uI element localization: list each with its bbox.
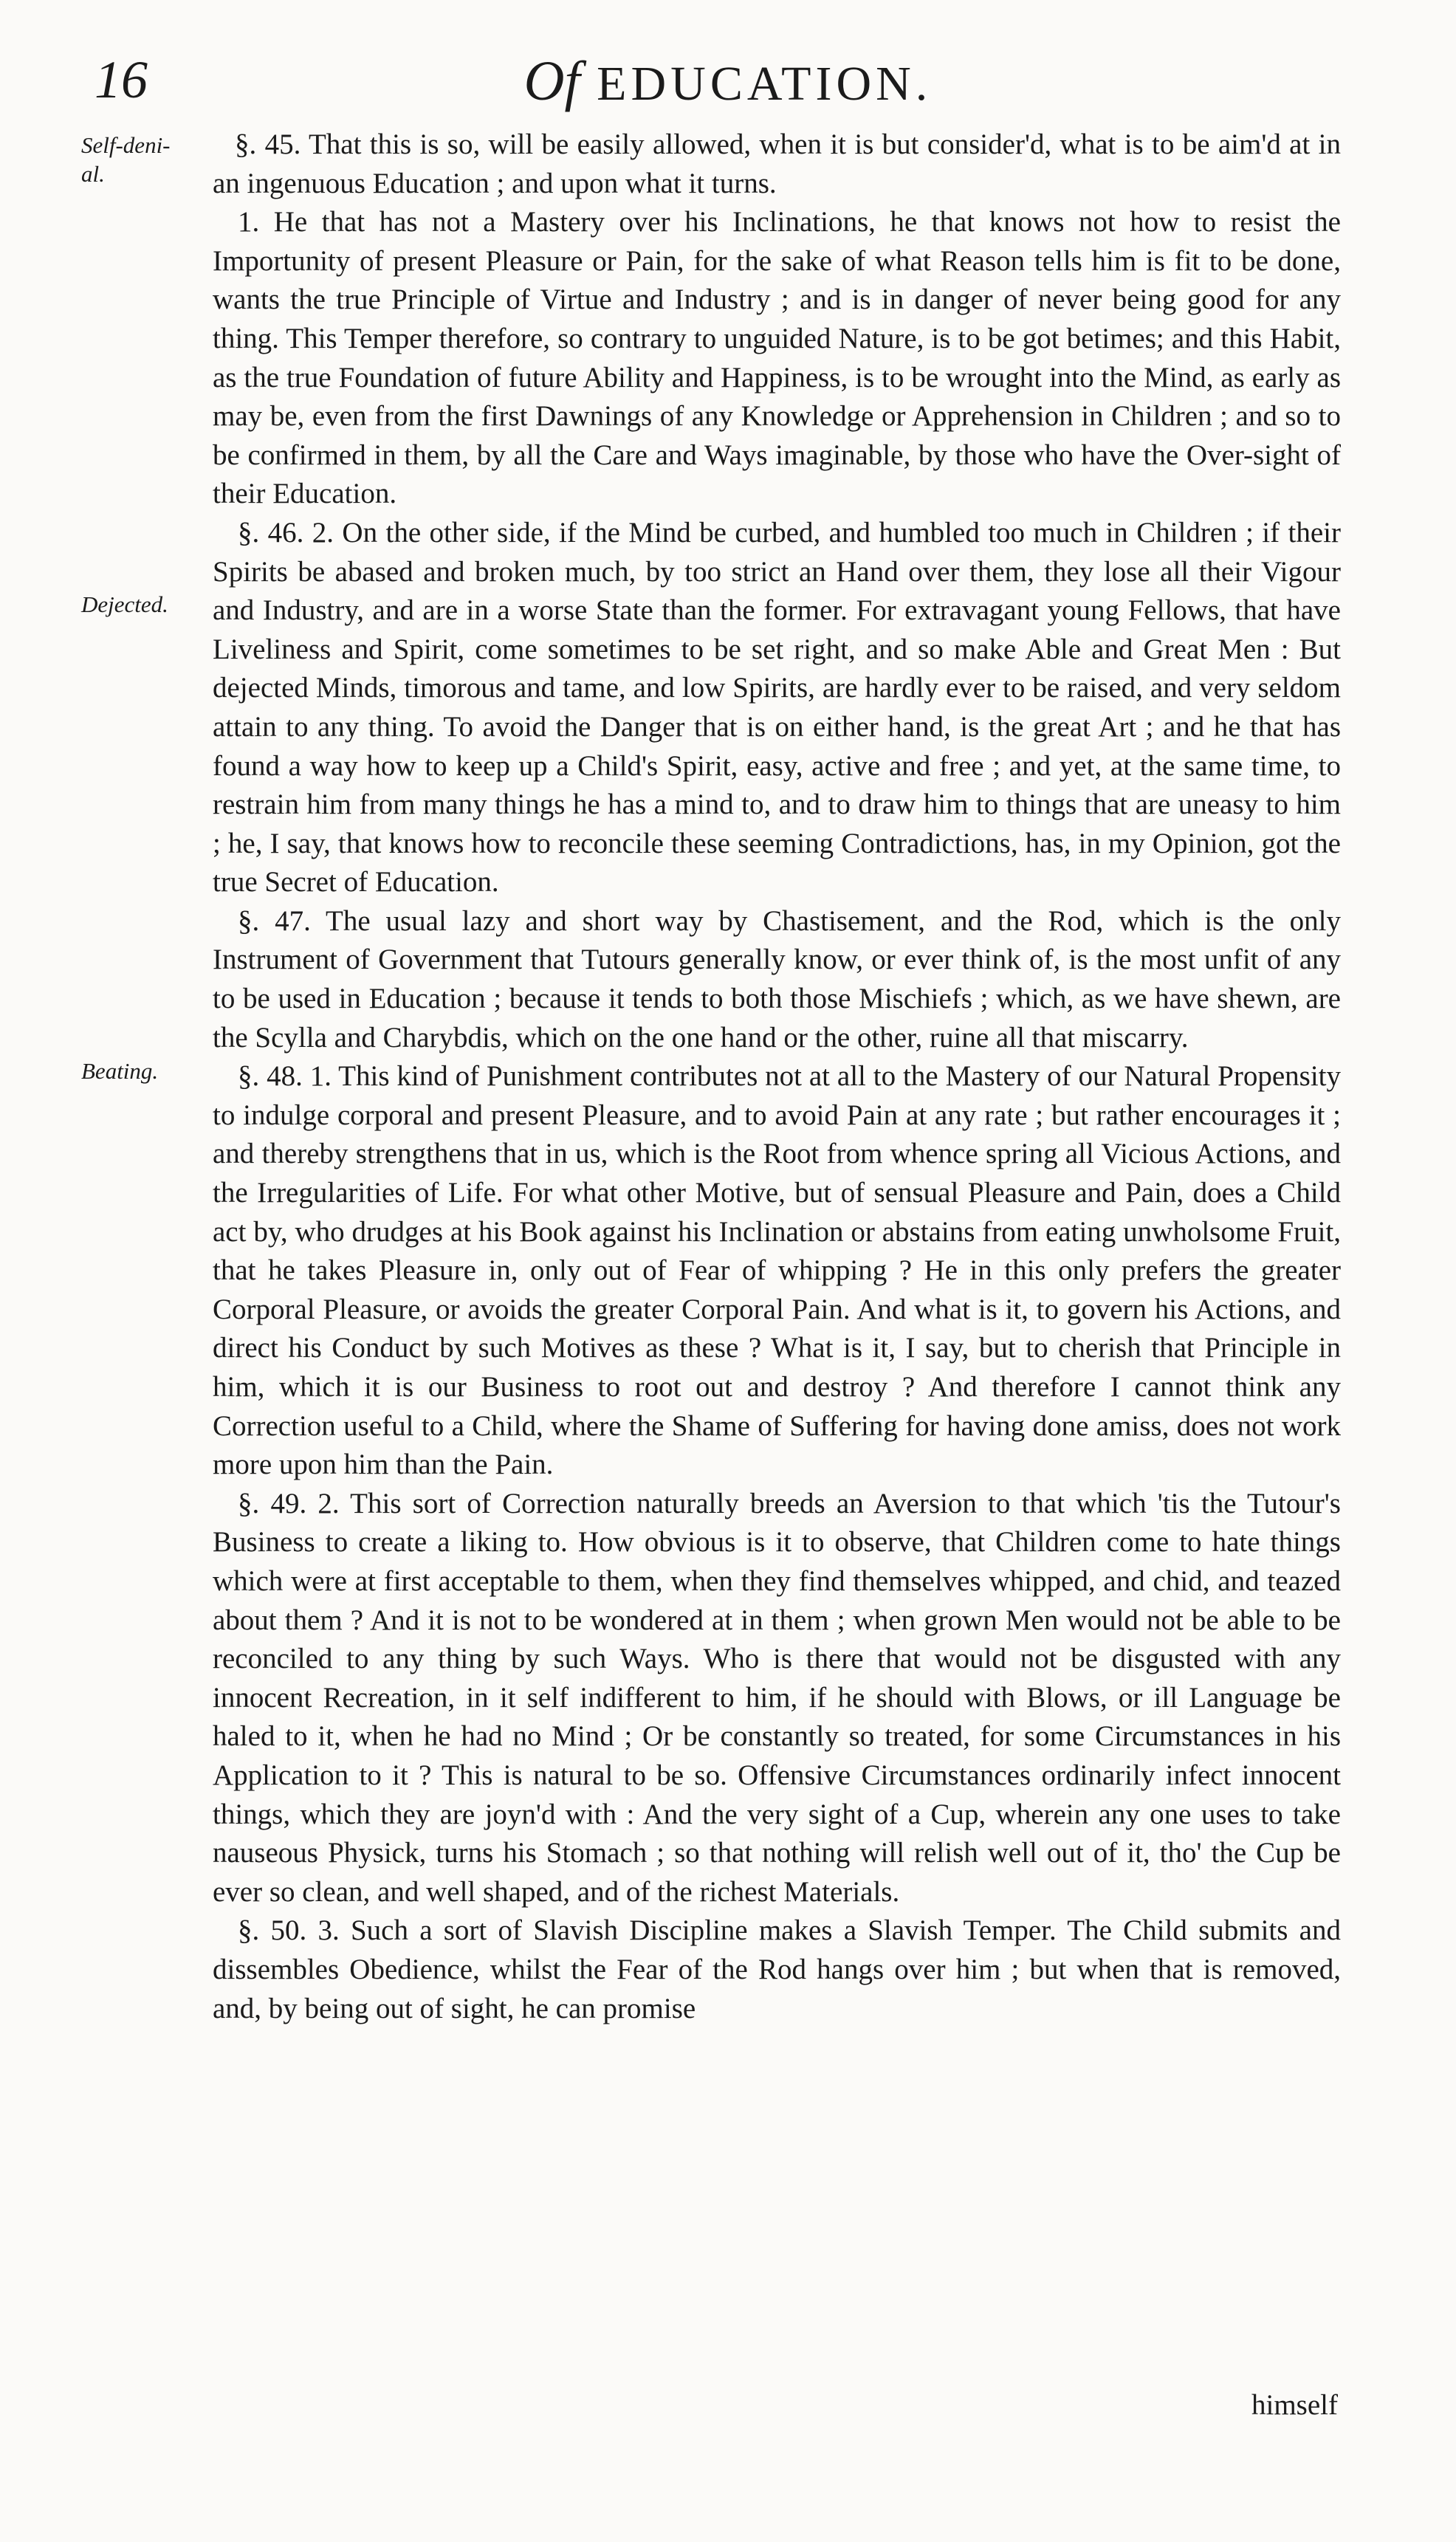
page-number: 16 [95, 50, 148, 109]
running-head-education: EDUCATION. [597, 57, 933, 111]
running-head [0, 50, 1456, 112]
paragraph-47: §. 47. The usual lazy and short way by Chastisement, and the Rod, which is the only Instrument of Government that Tutours generally know, or ever think of, is the most unfit of any to be used in Education ; because it tends to both those Mischiefs ; which, as we have shewn, are the Scylla and Charybdis, which on the one hand or the other, ruine all that miscarry. [213, 904, 1341, 1054]
paragraph-46: §. 46. 2. On the other side, if the Mind be curbed, and humbled too much in Children ; if their Spirits be abased and broken much, by too strict an Hand over them, they lose all their Vigour and Industry, and are in a worse State than the former. For extravagant young Fellows, that have Liveliness and Spirit, come sometimes to be set right, and so make Able and Great Men : But dejected Minds, timorous and tame, and low Spirits, are hardly ever to be raised, and very seldom attain to any thing. To avoid the Danger that is on either hand, is the great Art ; and he that has found a way how to keep up a Child's Spirit, easy, active and free ; and yet, at the same time, to restrain him from many things he has a mind to, and to draw him to things that are uneasy to him ; he, I say, that knows how to reconcile these seeming Contradictions, has, in my Opinion, got the true Secret of Education. [213, 516, 1341, 899]
margin-note-self-denial [81, 131, 199, 189]
paragraph-49: §. 49. 2. This sort of Correction naturally breeds an Aversion to that which 'tis the Tutour's Business to create a liking to. How obvious is it to observe, that Children come to hate things which were at first acceptable to them, when they find themselves whipped, and chid, and teazed about them ? And it is not to be wondered at in them ; when grown Men would not be able to be reconciled to any thing by such Ways. Who is there that would not be disgusted with any innocent Recreation, in it self indifferent to him, if he should with Blows, or ill Language be haled to it, when he had no Mind ; Or be constantly so treated, for some Circumstances in his Application to it ? This is natural to be so. Offensive Circumstances ordinarily infect innocent things, which they are joyn'd with : And the very sight of a Cup, wherein any one uses to take nauseous Physick, turns his Stomach ; so that nothing will relish well out of it, tho' the Cup be ever so clean, and well shaped, and of the richest Materials. [213, 1487, 1341, 1908]
margin-note-dejected: Dejected. [81, 591, 168, 617]
paragraph-45-intro: §. 45. That this is so, will be easily allowed, when it is but consider'd, what is to be aim'd at in an ingenuous Education ; and upon what it turns. [213, 128, 1341, 199]
paragraph-45-point-1: 1. He that has not a Mastery over his Inclinations, he that knows not how to resist the Importunity of present Pleasure or Pain, for the sake of what Reason tells him is fit to be done, wants the true Principle of Virtue and Industry ; and is in danger of never being good for any thing. This Temper therefore, so contrary to unguided Nature, is to be got betimes; and this Habit, as the true Foundation of future Ability and Happiness, is to be wrought into the Mind, as early as may be, even from the first Dawnings of any Knowledge or Apprehension in Children ; and so to be confirmed in them, by all the Care and Ways imaginable, by those who have the Over-sight of their Education. [213, 206, 1341, 510]
margin-note-self-denial-line1: Self-deni- [81, 132, 171, 158]
margin-note-beating: Beating. [81, 1058, 159, 1084]
body-text [213, 126, 1341, 2028]
running-head-of: Of [523, 50, 580, 112]
margin-note-self-denial-line2: al. [81, 160, 105, 187]
catchword: himself [1251, 2389, 1338, 2421]
paragraph-50: §. 50. 3. Such a sort of Slavish Discipline makes a Slavish Temper. The Child submits and dissembles Obedience, whilst the Fear of the Rod hangs over him ; but when that is removed, and, by being out of sight, he can promise [213, 1914, 1341, 2024]
paragraph-48: §. 48. 1. This kind of Punishment contributes not at all to the Mastery of our Natural Propensity to indulge corporal and present Pleasure, and to avoid Pain at any rate ; but rather encourages it ; and thereby strengthens that in us, which is the Root from whence spring all Vicious Actions, and the Irregularities of Life. For what other Motive, but of sensual Pleasure and Pain, does a Child act by, who drudges at his Book against his Inclination or abstains from eating unwholsome Fruit, that he takes Pleasure in, only out of Fear of whipping ? He in this only prefers the greater Corporal Pleasure, or avoids the greater Corporal Pain. And what is it, to govern his Actions, and direct his Conduct by such Motives as these ? What is it, I say, but to cherish that Principle in him, which it is our Business to root out and destroy ? And therefore I cannot think any Correction useful to a Child, where the Shame of Suffering for having done amiss, does not work more upon him than the Pain. [213, 1060, 1341, 1481]
